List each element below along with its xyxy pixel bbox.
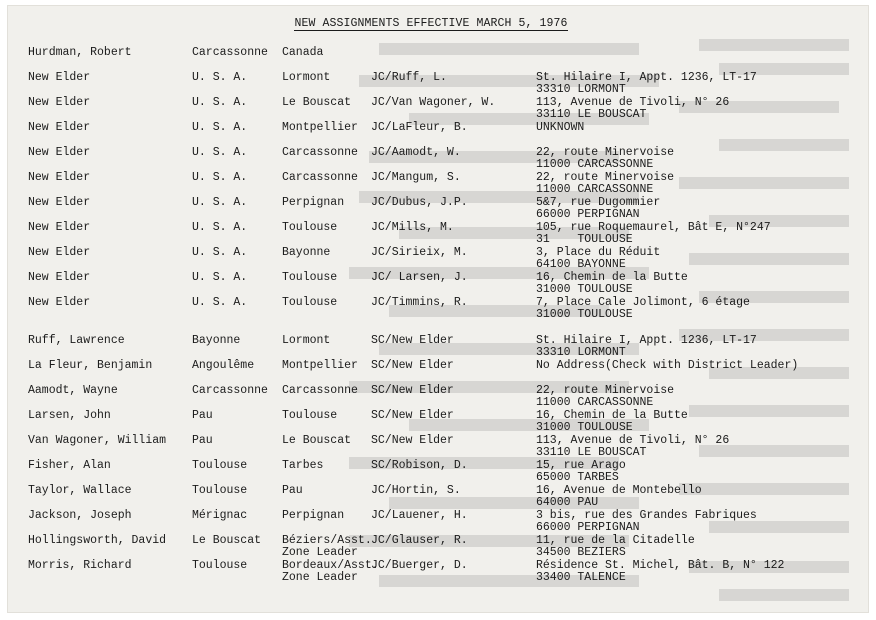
to-location (282, 222, 337, 234)
companion (371, 72, 447, 84)
to-location (282, 147, 358, 159)
to-location (282, 560, 379, 584)
from-location (192, 97, 247, 109)
address (536, 272, 688, 296)
companion (371, 385, 454, 397)
companion (371, 410, 454, 422)
from-location (192, 272, 247, 284)
address-line-2: 64000 PAU (536, 496, 599, 509)
to-location-line-1: Montpellier (282, 359, 358, 372)
from-location (192, 222, 247, 234)
missionary-name-line-1: New Elder (28, 246, 91, 259)
to-location (282, 297, 337, 309)
missionary-name (28, 272, 90, 284)
missionary-name-line-1: New Elder (28, 221, 91, 234)
from-location (192, 485, 247, 497)
to-location (282, 272, 337, 284)
companion (371, 485, 461, 497)
from-location-line-1: U. S. A. (192, 96, 248, 109)
from-location (192, 297, 247, 309)
to-location (282, 97, 351, 109)
assignment-row (7, 360, 869, 386)
from-location-line-1: Toulouse (192, 484, 248, 497)
address-line-1: 105, rue Roquemaurel, Bât E, N°247 (536, 221, 771, 234)
address-line-2: 34500 BEZIERS (536, 546, 626, 559)
to-location (282, 385, 358, 397)
address (536, 485, 702, 509)
address-line-2: 31000 TOULOUSE (536, 308, 633, 321)
from-location (192, 47, 268, 59)
missionary-name (28, 485, 132, 497)
address-line-2: 31 TOULOUSE (536, 233, 633, 246)
companion-line-1: JC/Aamodt, W. (371, 146, 461, 159)
missionary-name (28, 535, 166, 547)
address (536, 335, 757, 359)
missionary-name (28, 360, 152, 372)
missionary-name-line-1: Jackson, Joseph (28, 509, 132, 522)
from-location-line-1: Mérignac (192, 509, 248, 522)
to-location-line-1: Toulouse (282, 296, 338, 309)
missionary-name (28, 47, 132, 59)
address (536, 410, 688, 434)
to-location (282, 72, 330, 84)
address-line-1: 16, Avenue de Montebello (536, 484, 702, 497)
companion (371, 535, 468, 547)
to-location-line-1: Carcassonne (282, 146, 358, 159)
address-line-2: 66000 PERPIGNAN (536, 521, 640, 534)
companion (371, 460, 468, 472)
missionary-name (28, 510, 132, 522)
companion (371, 97, 495, 109)
missionary-name-line-1: Aamodt, Wayne (28, 384, 118, 397)
companion-line-1: JC/Sirieix, M. (371, 246, 468, 259)
missionary-name (28, 197, 90, 209)
from-location-line-1: Pau (192, 434, 213, 447)
missionary-name (28, 97, 90, 109)
missionary-name (28, 172, 90, 184)
assignment-row (7, 297, 869, 323)
from-location (192, 385, 268, 397)
from-location-line-1: U. S. A. (192, 71, 248, 84)
from-location-line-1: Toulouse (192, 559, 248, 572)
address (536, 435, 729, 459)
to-location-line-1: Canada (282, 46, 324, 59)
assignment-row (7, 485, 869, 511)
from-location-line-1: U. S. A. (192, 271, 248, 284)
address (536, 560, 784, 584)
to-location-line-2: Zone Leader (282, 546, 358, 559)
address-line-2: 11000 CARCASSONNE (536, 158, 654, 171)
to-location (282, 47, 323, 59)
assignment-row (7, 535, 869, 561)
address-line-2: 64100 BAYONNE (536, 258, 626, 271)
missionary-name (28, 297, 90, 309)
to-location-line-1: Bayonne (282, 246, 331, 259)
to-location-line-1: Montpellier (282, 121, 358, 134)
missionary-name (28, 222, 90, 234)
from-location (192, 247, 247, 259)
companion-line-1: SC/New Elder (371, 334, 454, 347)
assignment-row (7, 172, 869, 198)
missionary-name-line-1: New Elder (28, 146, 91, 159)
from-location-line-1: Carcassonne (192, 384, 268, 397)
companion (371, 247, 468, 259)
from-location-line-1: Bayonne (192, 334, 241, 347)
assignment-row (7, 272, 869, 298)
to-location (282, 535, 372, 559)
to-location-line-1: Pau (282, 484, 303, 497)
companion-line-1: JC/Van Wagoner, W. (371, 96, 496, 109)
to-location (282, 485, 303, 497)
address (536, 222, 771, 246)
address-line-1: 3 bis, rue des Grandes Fabriques (536, 509, 757, 522)
address (536, 172, 674, 196)
missionary-name-line-1: Taylor, Wallace (28, 484, 132, 497)
address-line-1: UNKNOWN (536, 121, 585, 134)
from-location (192, 197, 247, 209)
assignment-row (7, 47, 869, 73)
missionary-name-line-1: New Elder (28, 96, 91, 109)
assignment-row (7, 97, 869, 123)
from-location-line-1: U. S. A. (192, 146, 248, 159)
missionary-name-line-1: Hollingsworth, David (28, 534, 167, 547)
companion-line-1: JC/Timmins, R. (371, 296, 468, 309)
address (536, 122, 584, 134)
missionary-name-line-1: Hurdman, Robert (28, 46, 132, 59)
from-location-line-1: Le Bouscat (192, 534, 262, 547)
from-location-line-1: Angoulême (192, 359, 255, 372)
document-page (7, 5, 869, 613)
assignment-row (7, 510, 869, 536)
assignment-row (7, 435, 869, 461)
companion (371, 197, 468, 209)
companion (371, 172, 461, 184)
from-location-line-1: Carcassonne (192, 46, 268, 59)
address-line-1: 3, Place du Réduit (536, 246, 661, 259)
missionary-name (28, 122, 90, 134)
from-location (192, 335, 240, 347)
missionary-name-line-1: New Elder (28, 271, 91, 284)
address-line-2: 33110 LE BOUSCAT (536, 446, 647, 459)
address (536, 460, 626, 484)
to-location (282, 335, 330, 347)
from-location (192, 535, 261, 547)
to-location (282, 460, 323, 472)
missionary-name-line-1: New Elder (28, 196, 91, 209)
companion (371, 147, 461, 159)
missionary-name-line-1: La Fleur, Benjamin (28, 359, 153, 372)
address-line-1: 15, rue Arago (536, 459, 626, 472)
missionary-name (28, 335, 125, 347)
missionary-name-line-1: Larsen, John (28, 409, 111, 422)
from-location-line-1: Toulouse (192, 459, 248, 472)
to-location (282, 360, 358, 372)
to-location-line-1: Lormont (282, 71, 331, 84)
address-line-2: 11000 CARCASSONNE (536, 183, 654, 196)
missionary-name (28, 385, 118, 397)
from-location (192, 147, 247, 159)
to-location-line-2: Zone Leader (282, 571, 358, 584)
missionary-name (28, 147, 90, 159)
companion-line-1: JC/Ruff, L. (371, 71, 447, 84)
assignment-row (7, 410, 869, 436)
missionary-name-line-1: New Elder (28, 121, 91, 134)
to-location (282, 247, 330, 259)
companion-line-1: JC/Dubus, J.P. (371, 196, 468, 209)
companion (371, 297, 468, 309)
companion-line-1: JC/Lauener, H. (371, 509, 468, 522)
address-line-2: 33310 LORMONT (536, 346, 626, 359)
address-line-2: 66000 PERPIGNAN (536, 208, 640, 221)
from-location-line-1: U. S. A. (192, 171, 248, 184)
from-location (192, 510, 247, 522)
address (536, 247, 660, 271)
companion-line-1: JC/Mills, M. (371, 221, 454, 234)
address-line-2: 33400 TALENCE (536, 571, 626, 584)
assignment-row (7, 560, 869, 586)
assignment-row (7, 147, 869, 173)
missionary-name (28, 435, 166, 447)
missionary-name (28, 72, 90, 84)
from-location (192, 72, 247, 84)
companion-line-1: SC/Robison, D. (371, 459, 468, 472)
address-line-1: St. Hilaire I, Appt. 1236, LT-17 (536, 334, 757, 347)
from-location-line-1: U. S. A. (192, 196, 248, 209)
address-line-1: Résidence St. Michel, Bât. B, N° 122 (536, 559, 785, 572)
from-location-line-1: U. S. A. (192, 221, 248, 234)
address-line-1: 7, Place Cale Jolimont, 6 étage (536, 296, 750, 309)
address-line-2: 11000 CARCASSONNE (536, 396, 654, 409)
address-line-1: No Address(Check with District Leader) (536, 359, 799, 372)
assignment-row (7, 197, 869, 223)
address-line-2: 31000 TOULOUSE (536, 283, 633, 296)
assignment-row (7, 335, 869, 361)
address (536, 535, 695, 559)
companion (371, 122, 468, 134)
assignment-row (7, 460, 869, 486)
address-line-1: 113, Avenue de Tivoli, N° 26 (536, 96, 730, 109)
companion (371, 335, 454, 347)
to-location-line-1: Toulouse (282, 271, 338, 284)
address-line-2: 33310 LORMONT (536, 83, 626, 96)
assignment-row (7, 72, 869, 98)
to-location (282, 172, 358, 184)
to-location-line-1: Toulouse (282, 221, 338, 234)
to-location (282, 122, 358, 134)
to-location-line-1: Carcassonne (282, 171, 358, 184)
companion-line-1: JC/ Larsen, J. (371, 271, 468, 284)
address-line-2: 33110 LE BOUSCAT (536, 108, 647, 121)
companion-line-1: JC/Glauser, R. (371, 534, 468, 547)
from-location-line-1: Pau (192, 409, 213, 422)
to-location (282, 197, 344, 209)
address (536, 510, 757, 534)
companion-line-1: JC/LaFleur, B. (371, 121, 468, 134)
from-location (192, 410, 213, 422)
missionary-name-line-1: New Elder (28, 71, 91, 84)
missionary-name (28, 247, 90, 259)
address (536, 297, 750, 321)
to-location-line-1: Tarbes (282, 459, 324, 472)
from-location (192, 460, 247, 472)
address (536, 360, 798, 372)
to-location-line-1: Perpignan (282, 509, 345, 522)
missionary-name (28, 410, 111, 422)
from-location-line-1: U. S. A. (192, 296, 248, 309)
companion-line-1: JC/Buerger, D. (371, 559, 468, 572)
companion (371, 510, 468, 522)
from-location (192, 122, 247, 134)
companion-line-1: SC/New Elder (371, 434, 454, 447)
address-line-2: 31000 TOULOUSE (536, 421, 633, 434)
companion (371, 560, 468, 572)
assignment-row (7, 222, 869, 248)
assignment-row (7, 385, 869, 411)
address-line-1: 22, route Minervoise (536, 384, 675, 397)
address-line-1: 5&7, rue Dugommier (536, 196, 661, 209)
missionary-name (28, 460, 111, 472)
address (536, 72, 757, 96)
to-location-line-1: Lormont (282, 334, 331, 347)
address-line-1: St. Hilaire I, Appt. 1236, LT-17 (536, 71, 757, 84)
companion (371, 435, 454, 447)
to-location-line-1: Carcassonne (282, 384, 358, 397)
address (536, 197, 660, 221)
address-line-1: 22, route Minervoise (536, 146, 675, 159)
missionary-name-line-1: Ruff, Lawrence (28, 334, 125, 347)
from-location (192, 435, 213, 447)
to-location-line-1: Perpignan (282, 196, 345, 209)
missionary-name-line-1: Morris, Richard (28, 559, 132, 572)
to-location (282, 510, 344, 522)
companion-line-1: SC/New Elder (371, 359, 454, 372)
to-location (282, 410, 337, 422)
companion-line-1: JC/Hortin, S. (371, 484, 461, 497)
missionary-name-line-1: Van Wagoner, William (28, 434, 167, 447)
document-title: NEW ASSIGNMENTS EFFECTIVE MARCH 5, 1976 (294, 17, 568, 30)
to-location-line-1: Toulouse (282, 409, 338, 422)
to-location (282, 435, 351, 447)
from-location-line-1: U. S. A. (192, 121, 248, 134)
companion (371, 272, 468, 284)
companion-line-1: JC/Mangum, S. (371, 171, 461, 184)
address (536, 147, 674, 171)
missionary-name (28, 560, 132, 572)
address-line-1: 22, route Minervoise (536, 171, 675, 184)
missionary-name-line-1: Fisher, Alan (28, 459, 111, 472)
missionary-name-line-1: New Elder (28, 171, 91, 184)
assignment-row (7, 247, 869, 273)
companion-line-1: SC/New Elder (371, 409, 454, 422)
from-location (192, 560, 247, 572)
companion-line-1: SC/New Elder (371, 384, 454, 397)
address-line-1: 16, Chemin de la Butte (536, 409, 688, 422)
assignment-row (7, 122, 869, 148)
from-location (192, 360, 254, 372)
to-location-line-1: Le Bouscat (282, 96, 352, 109)
companion (371, 222, 454, 234)
address-line-1: 16, Chemin de la Butte (536, 271, 688, 284)
to-location-line-1: Béziers/Asst. (282, 534, 372, 547)
missionary-name-line-1: New Elder (28, 296, 91, 309)
to-location-line-1: Bordeaux/Asst. (282, 559, 379, 572)
from-location-line-1: U. S. A. (192, 246, 248, 259)
address-line-1: 113, Avenue de Tivoli, N° 26 (536, 434, 730, 447)
address (536, 97, 729, 121)
address (536, 385, 674, 409)
companion (371, 360, 454, 372)
address-line-1: 11, rue de la Citadelle (536, 534, 695, 547)
address-line-2: 65000 TARBES (536, 471, 619, 484)
from-location (192, 172, 247, 184)
to-location-line-1: Le Bouscat (282, 434, 352, 447)
